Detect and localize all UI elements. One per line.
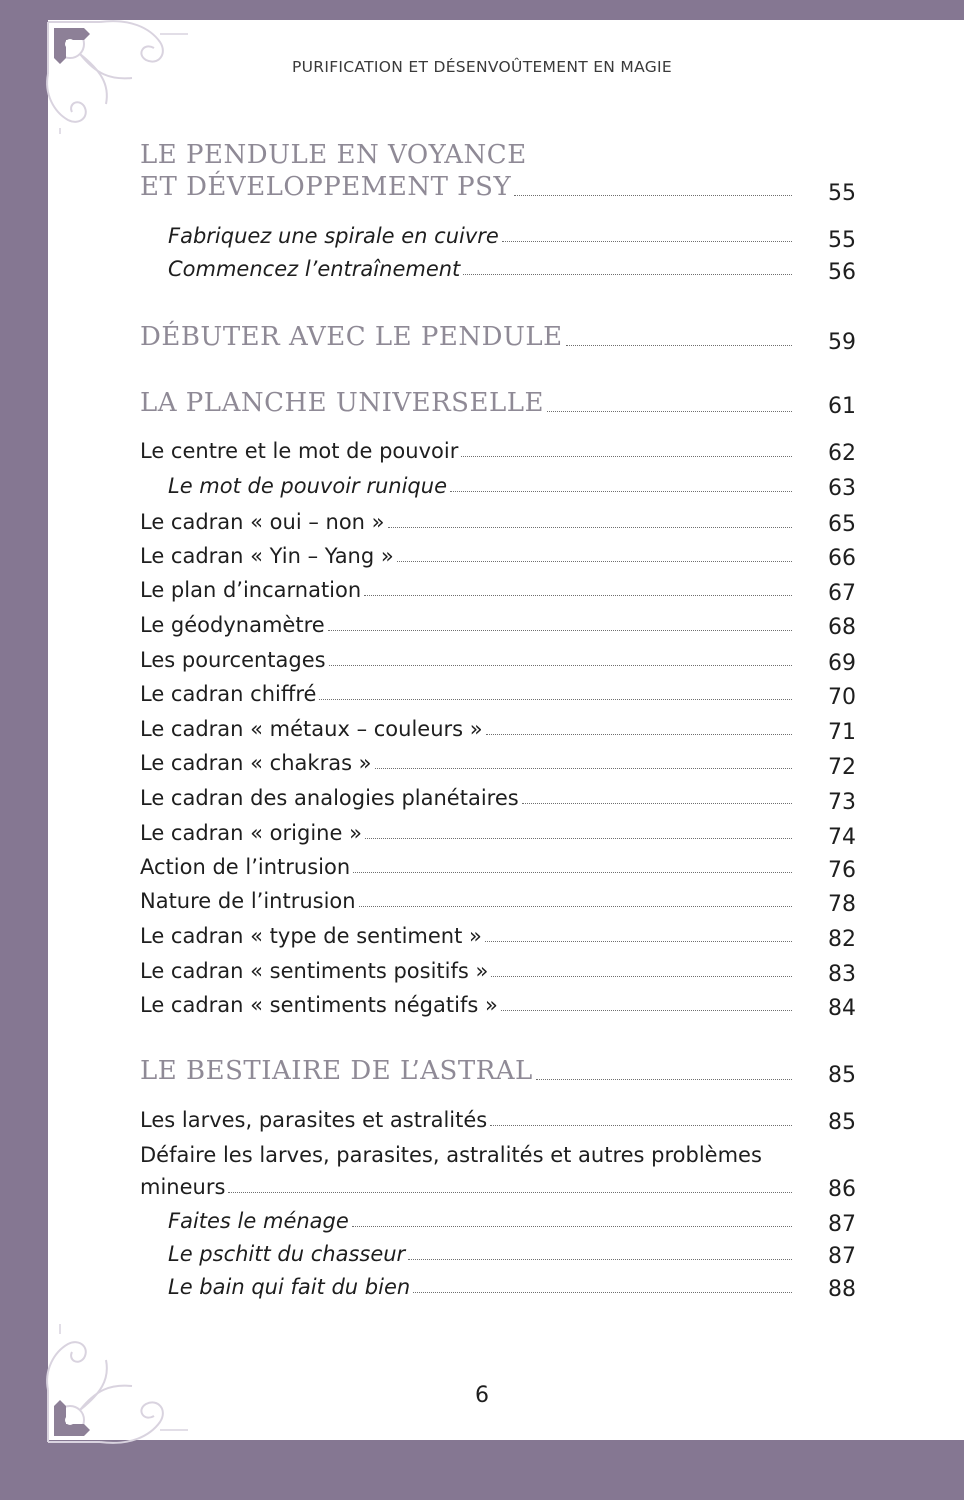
toc-subsection-entry: [168, 1275, 794, 1299]
toc-subsection-entry: [168, 257, 794, 281]
toc-entry-title: Le cadran « métaux – couleurs »: [140, 717, 483, 741]
toc-entry-title: Nature de l’intrusion: [140, 889, 356, 913]
toc-page-number: 62: [828, 441, 856, 466]
toc-entry-title: Commencez l’entraînement: [168, 257, 461, 281]
dot-leader: [490, 1124, 792, 1126]
page-folio: 6: [475, 1383, 489, 1408]
toc-page-number: 68: [828, 615, 856, 640]
toc-entry: [140, 751, 794, 775]
toc-page-number: 86: [828, 1177, 856, 1202]
toc-entry: [140, 648, 794, 672]
dot-leader: [522, 802, 792, 804]
toc-section-title-line: LE PENDULE EN VOYANCE: [140, 140, 527, 170]
dot-leader: [491, 975, 792, 977]
dot-leader: [359, 905, 792, 907]
toc-subsection-entry: [168, 474, 794, 498]
toc-entry: [140, 1108, 794, 1132]
toc-entry: [140, 786, 794, 810]
toc-page-number: 59: [828, 330, 856, 355]
toc-entry-title: Le cadran des analogies planétaires: [140, 786, 519, 810]
toc-entry-title: Le mot de pouvoir runique: [168, 474, 447, 498]
toc-entry-title: Le centre et le mot de pouvoir: [140, 439, 459, 463]
dot-leader: [365, 837, 792, 839]
toc-subsection-entry: [168, 1242, 794, 1266]
toc-page-number: 76: [828, 858, 856, 883]
toc-entry-title: Le cadran « sentiments négatifs »: [140, 993, 498, 1017]
toc-entry: [140, 924, 794, 948]
toc-section-title: LA PLANCHE UNIVERSELLE: [140, 388, 544, 418]
toc-entry-title: Fabriquez une spirale en cuivre: [168, 224, 499, 248]
toc-entry: [140, 613, 794, 637]
dot-leader: [486, 733, 792, 735]
toc-page-number: 83: [828, 962, 856, 987]
toc-entry-title: Le plan d’incarnation: [140, 578, 362, 602]
toc-page-number: 72: [828, 755, 856, 780]
toc-section-entry: [140, 172, 794, 202]
toc-entry: [140, 1175, 794, 1199]
dot-leader: [397, 560, 792, 562]
toc-subsection-entry: [168, 1209, 794, 1233]
toc-entry: [140, 959, 794, 983]
dot-leader: [388, 526, 792, 528]
toc-page-number: 56: [828, 260, 856, 285]
toc-entry-title: mineurs: [140, 1175, 226, 1199]
toc-page-number: 69: [828, 651, 856, 676]
toc-page-number: 85: [828, 1110, 856, 1135]
toc-page-number: 70: [828, 685, 856, 710]
dot-leader: [353, 871, 792, 873]
dot-leader: [364, 594, 792, 596]
toc-entry: [140, 717, 794, 741]
dot-leader: [566, 344, 792, 346]
toc-section-entry: [140, 322, 794, 352]
toc-entry: [140, 889, 794, 913]
toc-page-number: 67: [828, 581, 856, 606]
toc-entry: [140, 993, 794, 1017]
toc-entry-title: Le cadran chiffré: [140, 682, 317, 706]
dot-leader: [547, 410, 792, 412]
toc-page-number: 84: [828, 996, 856, 1021]
toc-entry-title: Le bain qui fait du bien: [168, 1275, 411, 1299]
dot-leader: [413, 1291, 792, 1293]
toc-section-title: ET DÉVELOPPEMENT PSY: [140, 172, 512, 202]
toc-page-number: 55: [828, 228, 856, 253]
toc-section-entry: [140, 388, 794, 418]
dot-leader: [408, 1258, 792, 1260]
toc-entry: [140, 682, 794, 706]
toc-entry: [140, 510, 794, 534]
toc-page-number: 78: [828, 892, 856, 917]
toc-entry-title: Le pschitt du chasseur: [168, 1242, 406, 1266]
dot-leader: [329, 664, 792, 666]
toc-entry-title: Les pourcentages: [140, 648, 326, 672]
toc-page-number: 85: [828, 1063, 856, 1088]
toc-section-title: DÉBUTER AVEC LE PENDULE: [140, 322, 563, 352]
toc-page-number: 61: [828, 394, 856, 419]
toc-page-number: 65: [828, 512, 856, 537]
toc-section-entry: [140, 1056, 794, 1086]
toc-page-number: 73: [828, 790, 856, 815]
toc-page-number: 55: [828, 181, 856, 206]
dot-leader: [352, 1225, 792, 1227]
dot-leader: [319, 698, 792, 700]
toc-entry-title: Le cadran « Yin – Yang »: [140, 544, 394, 568]
toc-page-number: 74: [828, 825, 856, 850]
dot-leader: [463, 273, 792, 275]
dot-leader: [375, 767, 792, 769]
dot-leader: [228, 1191, 792, 1193]
toc-page-number: 87: [828, 1212, 856, 1237]
toc-entry-title: Le cadran « chakras »: [140, 751, 372, 775]
running-header: PURIFICATION ET DÉSENVOÛTEMENT EN MAGIE: [291, 58, 673, 76]
toc-entry: [140, 821, 794, 845]
dot-leader: [450, 490, 792, 492]
toc-entry-title: Le cadran « origine »: [140, 821, 362, 845]
toc-entry: [140, 578, 794, 602]
toc-entry-title: Le cadran « sentiments positifs »: [140, 959, 489, 983]
toc-entry: [140, 544, 794, 568]
toc-page-number: 71: [828, 720, 856, 745]
toc-entry-title: Le cadran « oui – non »: [140, 510, 385, 534]
toc-entry-title-line: Défaire les larves, parasites, astralités et autres problèmes: [140, 1143, 762, 1167]
toc-entry-title: Le géodynamètre: [140, 613, 325, 637]
toc-page-number: 88: [828, 1277, 856, 1302]
toc-entry: [140, 439, 794, 463]
dot-leader: [328, 629, 792, 631]
toc-entry-title: Action de l’intrusion: [140, 855, 351, 879]
toc-entry-title: Les larves, parasites et astralités: [140, 1108, 488, 1132]
dot-leader: [514, 194, 792, 196]
toc-page-number: 66: [828, 546, 856, 571]
dot-leader: [501, 1009, 792, 1011]
toc-entry: [140, 855, 794, 879]
dot-leader: [485, 940, 792, 942]
toc-section-title: LE BESTIAIRE DE L’ASTRAL: [140, 1056, 533, 1086]
dot-leader: [502, 240, 792, 242]
dot-leader: [461, 455, 792, 457]
toc-page-number: 82: [828, 927, 856, 952]
toc-entry-title: Le cadran « type de sentiment »: [140, 924, 482, 948]
toc-page-number: 63: [828, 476, 856, 501]
dot-leader: [536, 1078, 792, 1080]
toc-page-number: 87: [828, 1244, 856, 1269]
toc-entry-title: Faites le ménage: [168, 1209, 349, 1233]
toc-subsection-entry: [168, 224, 794, 248]
